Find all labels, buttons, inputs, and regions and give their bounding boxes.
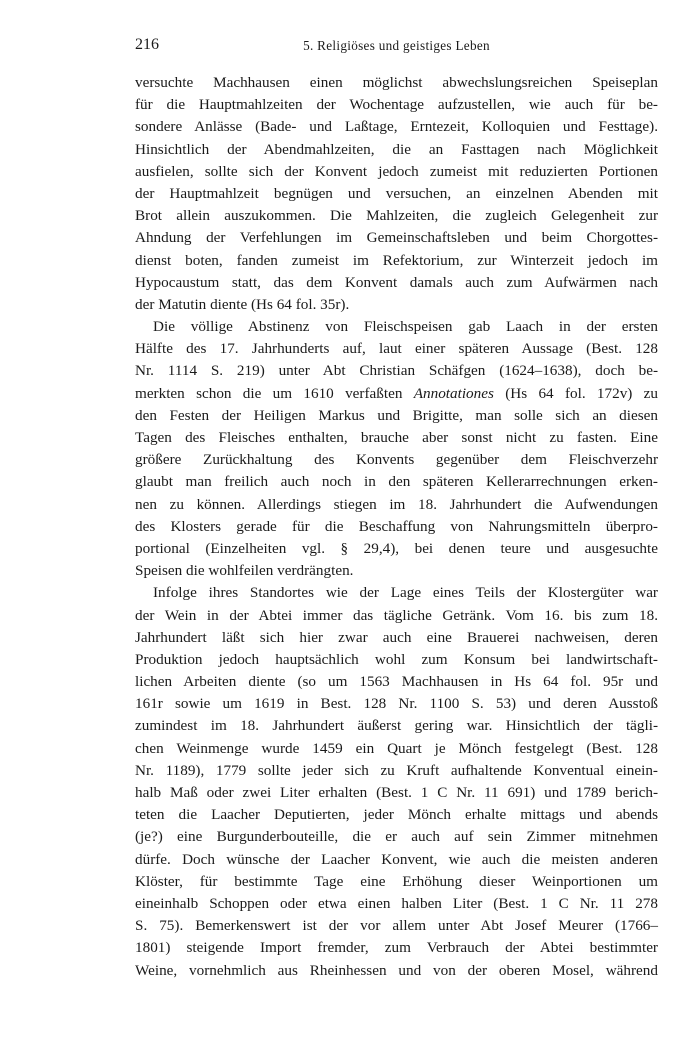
- text-line: versuchte Machhausen einen möglichst abwechslungsreichen Speiseplan: [135, 74, 658, 91]
- text-line: dürfe. Doch wünsche der Laacher Konvent, wie auch die meisten anderen: [135, 850, 658, 868]
- text-segment: (Hs 64 fol. 172v) zu: [493, 384, 658, 402]
- text-line: Ahndung der Verfehlungen im Gemeinschaftsleben und beim Chorgottes-: [135, 229, 658, 247]
- text-line: teten die Laacher Deputierten, jeder Mönch erhalte mittags und abends: [135, 806, 658, 824]
- text-line: Nr. 1189), 1779 sollte jeder sich zu Kruft aufhaltende Konventual einein-: [135, 761, 658, 779]
- text-line: 1801) steigende Import fremder, zum Verbrauch der Abtei bestimmter: [135, 939, 658, 957]
- text-line: der Matutin diente (Hs 64 fol. 35r).: [135, 295, 350, 313]
- text-line: zumindest im 18. Jahrhundert äußerst gering war. Hinsichtlich der tägli-: [135, 717, 658, 735]
- text-line: Hinsichtlich der Abendmahlzeiten, die an Fasttagen nach Möglichkeit: [135, 140, 658, 158]
- text-line: ausfielen, sollte sich der Konvent jedoch zumeist mit reduzierten Portionen: [135, 162, 658, 180]
- text-line: Klöster, für bestimmte Tage eine Erhöhung dieser Weinportionen um: [135, 872, 658, 890]
- text-line: der Wein in der Abtei immer das tägliche Getränk. Vom 16. bis zum 18.: [135, 606, 658, 624]
- text-line: Hälfte des 17. Jahrhunderts auf, laut einer späteren Aussage (Best. 128: [135, 340, 658, 358]
- text-line: für die Hauptmahlzeiten der Wochentage aufzustellen, wie auch für be-: [135, 96, 658, 114]
- text-line: 161r sowie um 1619 in Best. 128 Nr. 1100 S. 53) und deren Ausstoß: [135, 695, 658, 713]
- text-line: Speisen die wohlfeilen verdrängten.: [135, 562, 354, 580]
- text-line: Produktion jedoch hauptsächlich wohl zum Konsum bei landwirtschaft-: [135, 650, 658, 668]
- text-line: des Klosters gerade für die Beschaffung von Nahrungsmitteln überpro-: [135, 517, 658, 535]
- text-line: halb Maß oder zwei Liter erhalten (Best. 1 C Nr. 11 691) und 1789 berich-: [135, 784, 658, 801]
- text-line: Jahrhundert läßt sich hier zwar auch eine Brauerei nachweisen, deren: [135, 628, 658, 646]
- text-line: Brot allein auszukommen. Die Mahlzeiten, die zugleich Gelegenheit zur: [135, 207, 658, 225]
- text-line: lichen Arbeiten diente (so um 1563 Machhausen in Hs 64 fol. 95r und: [135, 673, 658, 691]
- text-line: chen Weinmenge wurde 1459 ein Quart je Mönch festgelegt (Best. 128: [135, 739, 658, 757]
- text-line: glaubt man freilich auch noch in den späteren Kellerarrechnungen erken-: [135, 473, 658, 491]
- text-line: größere Zurückhaltung des Konvents gegenüber dem Fleischverzehr: [135, 451, 658, 469]
- text-line: [135, 383, 658, 405]
- running-head: [135, 36, 658, 60]
- text-line: Hypocaustum statt, das dem Konvent damals auch zum Aufwärmen nach: [135, 273, 658, 291]
- italic-title: Annotationes: [413, 384, 494, 402]
- paragraph-first-line: Infolge ihres Standortes wie der Lage eines Teils der Klostergüter war: [153, 584, 658, 602]
- text-segment: merkten schon die um 1610 verfaßten: [135, 384, 414, 402]
- body-text: [135, 72, 658, 982]
- text-line: (je?) eine Burgunderbouteille, die er auch auf sein Zimmer mitnehmen: [135, 828, 658, 846]
- text-line: portional (Einzelheiten vgl. § 29,4), bei denen teure und ausgesuchte: [135, 539, 658, 557]
- chapter-title: 5. Religiöses und geistiges Leben: [303, 38, 490, 53]
- page-number: 216: [135, 36, 159, 53]
- book-page: [135, 36, 658, 982]
- paragraph-first-line: Die völlige Abstinenz von Fleischspeisen gab Laach in der ersten: [153, 318, 658, 336]
- text-line: der Hauptmahlzeit begnügen und versuchen, an einzelnen Abenden mit: [135, 184, 658, 202]
- text-line: den Festen der Heiligen Markus und Brigitte, man solle sich an diesen: [135, 406, 658, 424]
- text-line: Weine, vornehmlich aus Rheinhessen und von der oberen Mosel, während: [135, 961, 658, 979]
- text-line: Nr. 1114 S. 219) unter Abt Christian Schäfgen (1624–1638), doch be-: [135, 362, 658, 380]
- text-line: nen zu können. Allerdings stiegen im 18. Jahrhundert die Aufwendungen: [135, 495, 658, 513]
- text-line: dienst boten, fanden zumeist im Refektorium, zur Winterzeit jedoch im: [135, 251, 658, 269]
- text-line: Tagen des Fleisches enthalten, brauche aber sonst nicht zu fasten. Eine: [135, 429, 658, 446]
- text-line: sondere Anlässe (Bade- und Laßtage, Erntezeit, Kolloquien und Festtage).: [135, 118, 658, 136]
- text-line: eineinhalb Schoppen oder etwa einen halben Liter (Best. 1 C Nr. 11 278: [135, 894, 658, 912]
- text-line: S. 75). Bemerkenswert ist der vor allem unter Abt Josef Meurer (1766–: [135, 917, 658, 935]
